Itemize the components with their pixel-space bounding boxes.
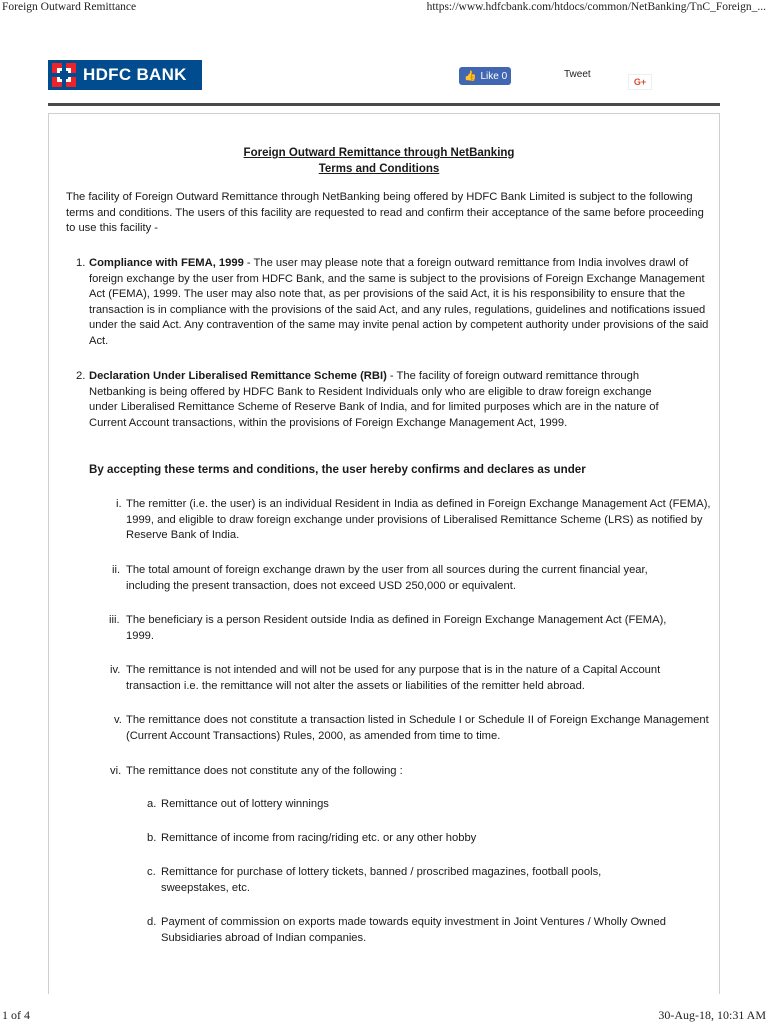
- item-2-text: - The facility of foreign outward remittance through Netbanking is being offered by HDFC Bank to Resident Individuals only who are eligible to draw foreign exchange under Liberalised Remittance Scheme of Reserve Bank of India, and for limited purposes which are in the nature of Current Account transactions, within the provisions of Foreign Exchange Management Act, 1999.: [89, 370, 659, 429]
- roman-ii-text: The total amount of foreign exchange drawn by the user from all sources during the current financial year, including the present transaction, does not exceed USD 250,000 or equivalent.: [126, 564, 648, 592]
- alpha-c-number: c.: [147, 866, 156, 878]
- print-header-url: https://www.hdfcbank.com/htdocs/common/NetBanking/TnC_Foreign_...: [426, 1, 766, 13]
- alpha-c-text: Remittance for purchase of lottery tickets, banned / proscribed magazines, football pools, sweepstakes, etc.: [161, 866, 602, 894]
- content-frame: [48, 113, 720, 994]
- roman-iv-text: The remittance is not intended and will not be used for any purpose that is in the nature of a Capital Account transaction i.e. the remittance will not alter the assets or liabilities of the remitter held abroad.: [126, 664, 661, 692]
- roman-vi-text: The remittance does not constitute any of the following :: [126, 765, 403, 777]
- item-2: [89, 369, 671, 431]
- item-2-heading: Declaration Under Liberalised Remittance Scheme (RBI): [89, 370, 387, 382]
- roman-v-text: The remittance does not constitute a transaction listed in Schedule I or Schedule II of Foreign Exchange Management (Current Account Transactions) Rules, 2000, as amended from time to time.: [126, 714, 709, 742]
- facebook-like-button[interactable]: [459, 67, 511, 85]
- page-title: [48, 146, 710, 177]
- title-line-2: Terms and Conditions: [318, 162, 440, 175]
- hdfc-logo-mark-icon: [52, 63, 76, 87]
- alpha-a-text: Remittance out of lottery winnings: [161, 798, 329, 810]
- roman-iv-number: iv.: [110, 664, 121, 676]
- page-count: 1 of 4: [2, 1008, 30, 1022]
- item-1-heading: Compliance with FEMA, 1999: [89, 257, 244, 269]
- roman-i-number: i.: [116, 498, 122, 510]
- hdfc-logo[interactable]: [48, 60, 202, 90]
- alpha-d-text: Payment of commission on exports made towards equity investment in Joint Ventures / Wholly Owned Subsidiaries abroad of Indian companies.: [161, 916, 666, 944]
- roman-i-text: The remitter (i.e. the user) is an individual Resident in India as defined in Foreign Exchange Management Act (FEMA), 1999, and eligible to draw foreign exchange under provisions of Liberalised Remittance Scheme (LRS) as notified by Reserve Bank of India.: [126, 498, 711, 542]
- print-header-title: Foreign Outward Remittance: [2, 1, 137, 13]
- thumbs-up-icon: 👍: [464, 70, 477, 82]
- title-line-1: Foreign Outward Remittance through NetBanking: [243, 147, 515, 159]
- bank-header: [48, 60, 720, 104]
- roman-iii-text: The beneficiary is a person Resident outside India as defined in Foreign Exchange Management Act (FEMA), 1999.: [126, 614, 667, 642]
- item-1-number: 1.: [76, 257, 86, 269]
- header-divider: [48, 103, 720, 106]
- tweet-button[interactable]: Tweet: [564, 69, 591, 80]
- logo-text: HDFC BANK: [83, 65, 187, 84]
- roman-ii-number: ii.: [112, 564, 121, 576]
- declaration-heading: By accepting these terms and conditions, the user hereby confirms and declares as under: [89, 463, 586, 476]
- google-plus-button[interactable]: G+: [628, 74, 652, 90]
- like-label: Like 0: [480, 70, 508, 82]
- alpha-d-number: d.: [147, 916, 157, 928]
- roman-iii-number: iii.: [109, 614, 120, 626]
- roman-vi-number: vi.: [110, 765, 122, 777]
- alpha-b-number: b.: [147, 832, 157, 844]
- alpha-b-text: Remittance of income from racing/riding etc. or any other hobby: [161, 832, 477, 844]
- print-datetime: 30-Aug-18, 10:31 AM: [658, 1008, 766, 1022]
- item-1-text: - The user may please note that a foreign outward remittance from India involves drawl of foreign exchange by the user from HDFC Bank, and the same is subject to the provisions of Foreign Exchange Management Act (FEMA), 1999. The user may also note that, as per provisions of the said Act, it is his responsibility to ensure that the transaction is in compliance with the provisions of the said Act, and any rules, regulations, guidelines and notifications issued under the said Act. Any contravention of the same may invite penal action by competent authority under provisions of the said Act.: [89, 257, 709, 347]
- item-2-number: 2.: [76, 370, 86, 382]
- print-header: [0, 0, 768, 16]
- alpha-a-number: a.: [147, 798, 157, 810]
- item-1: [89, 256, 709, 350]
- print-footer: [0, 1006, 768, 1024]
- intro-paragraph: The facility of Foreign Outward Remittance through NetBanking being offered by HDFC Bank Limited is subject to the following terms and conditions. The users of this facility are requested to read and confirm their acceptance of the same before proceeding to use this facility -: [66, 191, 704, 235]
- roman-v-number: v.: [114, 714, 122, 726]
